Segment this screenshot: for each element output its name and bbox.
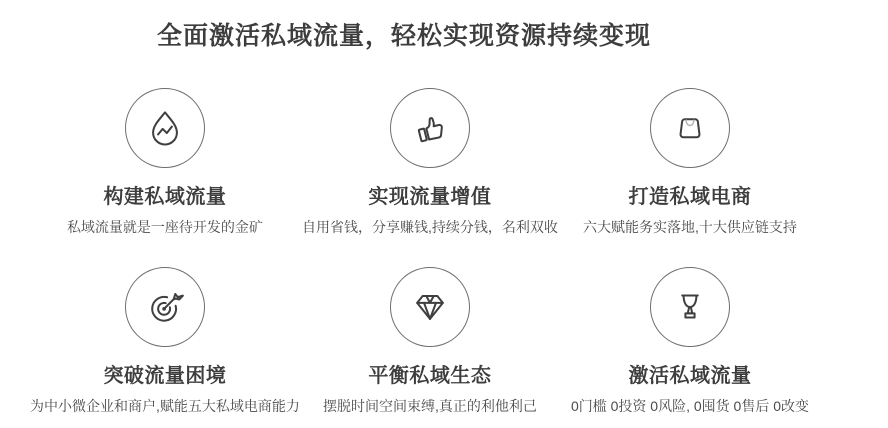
target-dart-icon (143, 285, 187, 329)
feature-title: 突破流量困境 (103, 365, 227, 387)
feature-title: 激活私域流量 (628, 365, 752, 387)
feature-description: 私域流量就是一座待开发的金矿 (66, 219, 263, 235)
feature-card-build-private-traffic (30, 88, 300, 237)
icon-circle (125, 88, 205, 168)
shopping-bag-icon (668, 106, 712, 150)
icon-circle (390, 267, 470, 347)
droplet-trend-icon (143, 106, 187, 150)
trophy-icon (668, 285, 712, 329)
feature-card-traffic-value (300, 88, 560, 237)
thumbs-up-icon (408, 106, 452, 150)
icon-circle (650, 267, 730, 347)
feature-title: 实现流量增值 (368, 186, 492, 208)
icon-circle (390, 88, 470, 168)
diamond-icon (408, 285, 452, 329)
feature-card-private-ecommerce (560, 88, 820, 237)
feature-description: 为中小微企业和商户,赋能五大私域电商能力 (30, 398, 300, 414)
feature-card-balance-ecosystem (300, 267, 560, 416)
icon-circle (650, 88, 730, 168)
feature-title: 构建私域流量 (103, 186, 227, 208)
feature-card-break-traffic-dilemma (30, 267, 300, 416)
features-grid (30, 88, 820, 416)
feature-description: 0门槛 0投资 0风险, 0囤货 0售后 0改变 (570, 398, 809, 414)
feature-description: 自用省钱，分享赚钱,持续分钱，名利双收 (301, 219, 558, 235)
icon-circle (125, 267, 205, 347)
feature-card-activate-traffic (560, 267, 820, 416)
feature-title: 平衡私域生态 (368, 365, 492, 387)
page-title: 全面激活私域流量，轻松实现资源持续变现 (156, 22, 651, 50)
feature-title: 打造私域电商 (628, 186, 752, 208)
feature-description: 摆脱时间空间束缚,真正的利他利己 (322, 398, 537, 414)
feature-description: 六大赋能务实落地,十大供应链支持 (583, 219, 797, 235)
